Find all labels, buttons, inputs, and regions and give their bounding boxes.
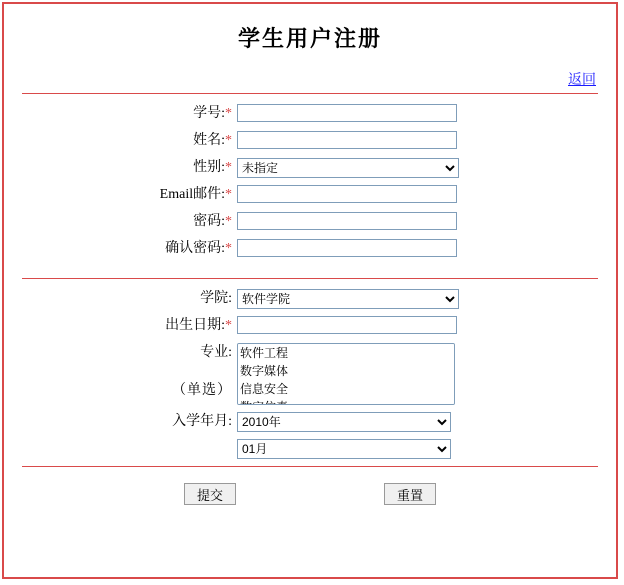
page-title: 学生用户注册 [237,26,382,51]
row-student-id [4,104,616,124]
label-major [4,343,237,401]
row-email [4,185,616,205]
label-student-id-text: 学号: [193,106,225,121]
button-spacer [236,483,384,505]
label-password [4,212,237,232]
confirm-password-input[interactable] [237,239,457,257]
label-birthday [4,316,237,336]
submit-button[interactable]: 提交 [184,483,236,505]
required-marker: * [225,214,232,229]
field-name [237,131,616,149]
row-enroll-year [4,412,616,432]
required-marker: * [225,160,232,175]
required-marker: * [225,241,232,256]
student-id-input[interactable] [237,104,457,122]
account-section [4,94,616,259]
name-input[interactable] [237,131,457,149]
label-major-text: 专业: [200,345,232,360]
row-enroll-month [4,439,616,459]
field-college [237,289,616,309]
field-enroll-month [237,439,616,459]
major-listbox[interactable] [237,343,455,405]
divider-bottom [22,466,598,467]
email-input[interactable] [237,185,457,203]
row-confirm-password [4,239,616,259]
label-email [4,185,237,205]
form-buttons [4,483,616,505]
registration-page [2,2,618,579]
label-confirm-password-text: 确认密码: [165,241,225,256]
required-marker: * [225,187,232,202]
required-marker: * [225,318,232,333]
field-email [237,185,616,203]
field-gender [237,158,616,178]
field-confirm-password [237,239,616,257]
enroll-month-select[interactable] [237,439,451,459]
row-birthday [4,316,616,336]
birthday-input[interactable] [237,316,457,334]
label-email-text: Email邮件: [159,187,225,202]
row-gender [4,158,616,178]
major-option[interactable] [238,380,454,398]
gender-select[interactable] [237,158,459,178]
row-college [4,289,616,309]
required-marker: * [225,106,232,121]
label-birthday-text: 出生日期: [165,318,225,333]
enroll-year-select[interactable] [237,412,451,432]
row-major [4,343,616,405]
label-major-note: （单选） [172,383,232,398]
label-enroll: 入学年月: [172,414,232,429]
major-option[interactable] [238,344,454,362]
row-name [4,131,616,151]
field-enroll-year [237,412,616,432]
label-name [4,131,237,151]
field-major [237,343,616,405]
spacer [4,266,616,272]
required-marker: * [225,133,232,148]
major-option[interactable] [238,398,454,405]
password-input[interactable] [237,212,457,230]
field-student-id [237,104,616,122]
reset-button[interactable]: 重置 [384,483,436,505]
label-confirm-password [4,239,237,259]
field-password [237,212,616,230]
college-select[interactable] [237,289,459,309]
label-gender [4,158,237,178]
label-password-text: 密码: [193,214,225,229]
label-gender-text: 性别: [193,160,225,175]
label-name-text: 姓名: [193,133,225,148]
row-password [4,212,616,232]
label-college: 学院: [200,291,232,306]
academic-section [4,279,616,459]
back-link[interactable]: 返回 [568,73,596,88]
label-student-id [4,104,237,124]
field-birthday [237,316,616,334]
major-option[interactable] [238,362,454,380]
back-link-row [4,69,616,87]
